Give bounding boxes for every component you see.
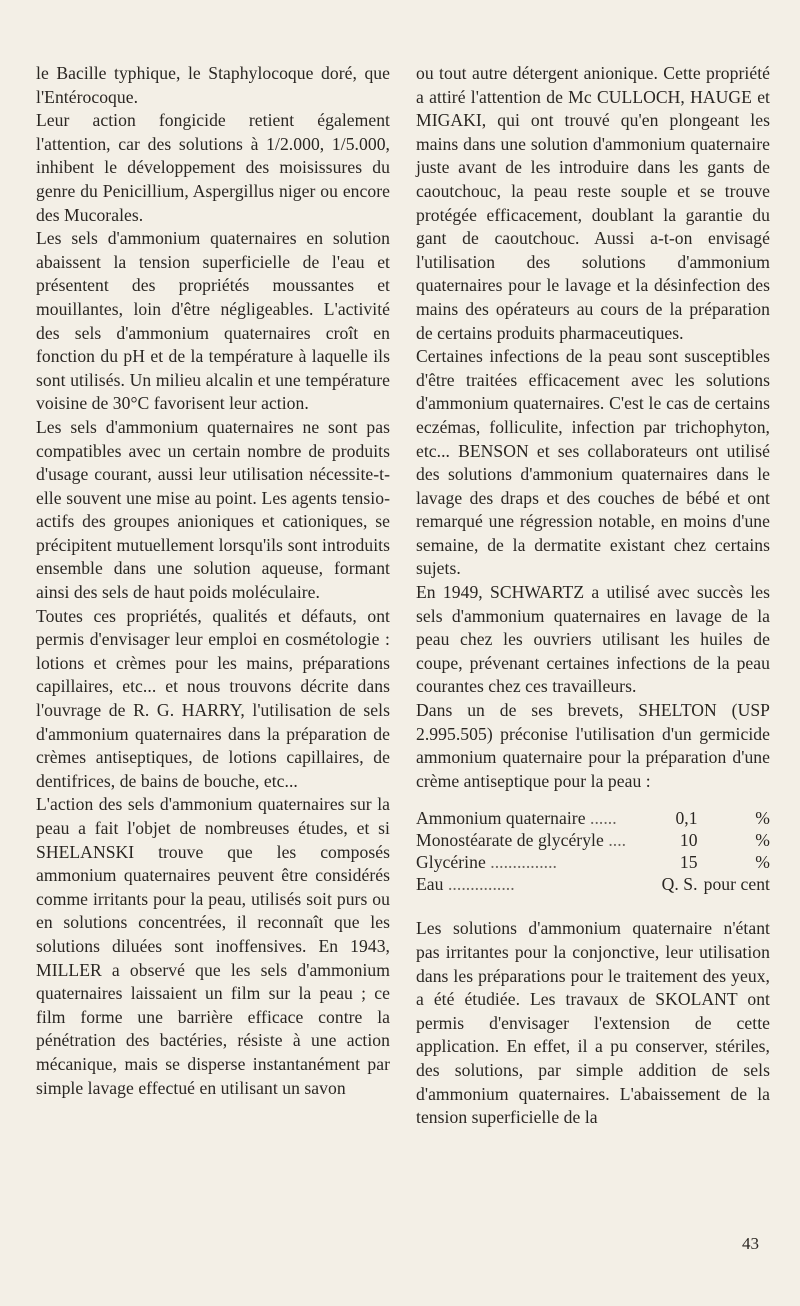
paragraph: Toutes ces propriétés, qualités et défauts, ont permis d'envisager leur emploi en cosmétologie : lotions et crèmes pour les mains, préparations capillaires, etc... et nous trouvons décrite dans l'ouvrage de R. G. HARRY, l'utilisation de sels d'ammonium quaternaires dans la préparation de crèmes antiseptiques, de lotions capillaires, de dentifrices, de bains de bouche, etc... (36, 605, 390, 791)
page-number: 43 (742, 1234, 759, 1253)
formula-table (416, 807, 770, 895)
table-row (416, 873, 770, 895)
paragraph: Les solutions d'ammonium quaternaire n'étant pas irritantes pour la conjonctive, leur utilisation dans les préparations pour le traitement des yeux, a été étudiée. Les travaux de SKOLANT ont permis d'envisager l'extension de cette application. En effet, il a pu conserver, stériles, des solutions, par simple addition de sels d'ammonium quaternaires. L'abaissement de la tension superficielle de la (416, 918, 770, 1128)
leader-dots: ............... (490, 852, 557, 873)
right-column (416, 62, 770, 1130)
table-row (416, 851, 770, 873)
paragraph: Les sels d'ammonium quaternaires ne sont pas compatibles avec un certain nombre de produits d'usage courant, aussi leur utilisation nécessite-t-elle souvent une mise au point. Les agents tensio-actifs des groupes anioniques et cationiques, se précipitent mutuellement lorsqu'ils sont introduits ensemble dans une solution aqueuse, formant ainsi des sels de haut poids moléculaire. (36, 416, 390, 603)
paragraph: Dans un de ses brevets, SHELTON (USP 2.995.505) préconise l'utilisation d'un germicide ammonium quaternaire pour la préparation d'une crème antiseptique pour la peau : (416, 700, 770, 791)
leader-dots: ...... (590, 808, 617, 829)
paragraph: le Bacille typhique, le Staphylocoque doré, que l'Entérocoque. (36, 63, 390, 107)
paragraph: ou tout autre détergent anionique. Cette propriété a attiré l'attention de Mc CULLOCH, HAUGE et MIGAKI, qui ont trouvé qu'en plongeant les mains dans une solution d'ammonium quaternaire juste avant de les introduire dans les gants de caoutchouc, la peau reste souple et se trouve protégée efficacement, doublant la garantie du gant de caoutchouc. Aussi a-t-on envisagé l'utilisation des solutions d'ammonium quaternaires pour le lavage et la désinfection des mains des opérateurs au cours de la préparation de certains produits pharmaceutiques. (416, 63, 770, 343)
paragraph: Les sels d'ammonium quaternaires en solution abaissent la tension superficielle de l'eau et présentent des propriétés moussantes et mouillantes, loin d'être négligeables. L'activité des sels d'ammonium quaternaires croît en fonction du pH et de la température à laquelle ils sont utilisés. Un milieu alcalin et une température voisine de 30°C favorisent leur action. (36, 228, 390, 414)
paragraph: Certaines infections de la peau sont susceptibles d'être traitées efficacement avec les solutions d'ammonium quaternaires. C'est le cas de certains eczémas, folliculite, infection par trichophyton, etc... BENSON et ses collaborateurs ont utilisé des solutions d'ammonium quaternaires dans le lavage des draps et des couches de bébé et ont remarqué une régression notable, en moins d'une semaine, de la dermatite existant chez certains sujets. (416, 346, 770, 579)
ingredient-unit: % (755, 852, 770, 873)
left-column (36, 62, 390, 1100)
ingredient-unit: % (755, 808, 770, 829)
ingredient-value: 15 (679, 852, 698, 873)
ingredient-name: Monostéarate de glycéryle (416, 830, 604, 851)
leader-dots: ............... (447, 874, 515, 895)
ingredient-name: Eau (416, 874, 444, 895)
paragraph: Leur action fongicide retient également l'attention, car des solutions à 1/2.000, 1/5.000, inhibent le développement des moisissures du genre du Penicillium, Aspergillus niger ou encore des Mucorales. (36, 110, 390, 225)
ingredient-name: Ammonium quaternaire (416, 808, 586, 829)
ingredient-unit: % (755, 830, 770, 851)
ingredient-unit: pour cent (703, 874, 770, 895)
paragraph: L'action des sels d'ammonium quaternaires sur la peau a fait l'objet de nombreuses études, et si SHELANSKI trouve que les composés ammonium quaternaires peuvent être considérés comme irritants pour la peau, utilisés soit purs ou en solutions concentrées, il reconnaît que les solutions diluées sont inoffensives. En 1943, MILLER a observé que les sels d'ammonium quaternaires laissaient un film sur la peau ; ce film forme une barrière efficace contre la pénétration des bactéries, résiste à une action mécanique, mais se disperse instantanément par simple lavage effectué en utilisant un savon (36, 794, 390, 1098)
ingredient-name: Glycérine (416, 852, 486, 873)
ingredient-value: Q. S. (661, 874, 698, 895)
table-row (416, 807, 770, 829)
ingredient-value: 0,1 (675, 808, 698, 829)
paragraph: En 1949, SCHWARTZ a utilisé avec succès les sels d'ammonium quaternaires en lavage de la peau chez les ouvriers utilisant les huiles de coupe, prévenant certaines infections de la peau courantes chez ces travailleurs. (416, 582, 770, 697)
ingredient-value: 10 (679, 830, 698, 851)
table-row (416, 829, 770, 851)
leader-dots: .... (608, 830, 627, 851)
